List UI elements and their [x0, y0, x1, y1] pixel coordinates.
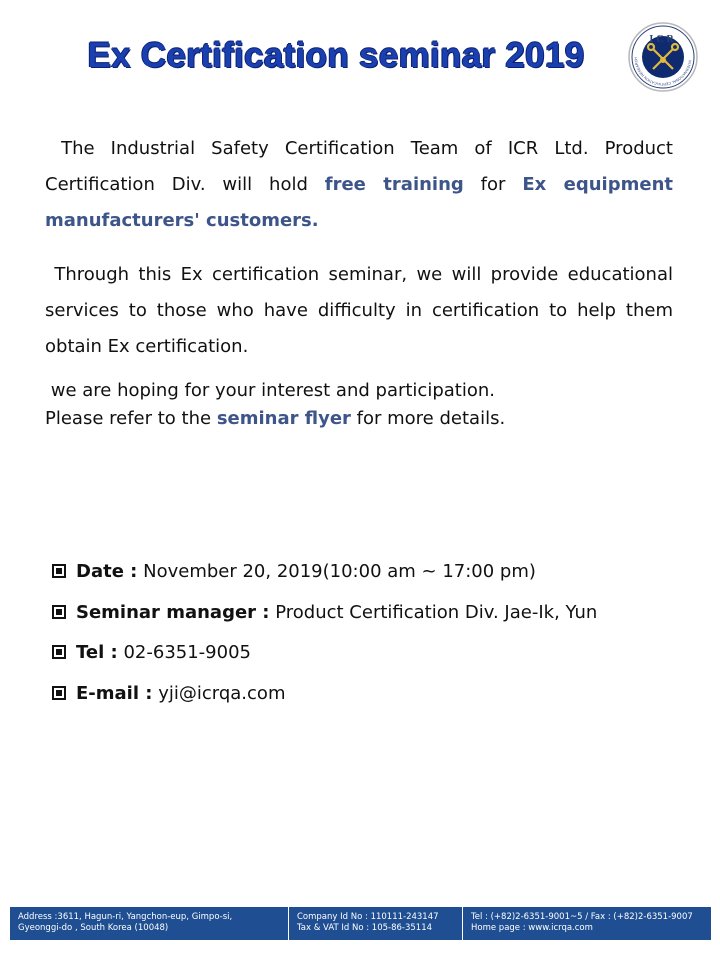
intro-paragraph: The Industrial Safety Certification Team of ICR Ltd. Product Certification Div. will hold free training for Ex equipment manufacturers' customers. — [45, 138, 673, 231]
info-manager: Seminar manager : Product Certification Div. Jae-Ik, Yun — [52, 600, 692, 626]
logo-text: ICR — [649, 34, 677, 45]
info-tel: Tel : 02-6351-9005 — [52, 640, 692, 666]
footer-bar — [10, 907, 711, 940]
square-bullet-icon — [52, 645, 66, 659]
page-title: Ex Certification seminar 2019 — [87, 36, 585, 75]
participation-paragraph: we are hoping for your interest and participation. Please refer to the seminar flyer for more details. — [45, 380, 506, 429]
info-email: E-mail : yji@icrqa.com — [52, 681, 692, 707]
square-bullet-icon — [52, 564, 66, 578]
square-bullet-icon — [52, 605, 66, 619]
homepage-link[interactable]: Home page : www.icrqa.com — [471, 923, 593, 933]
audience-highlight: Ex equipment manufacturers' customers. — [45, 174, 673, 231]
footer-company-ids: Company Id No : 110111-243147 Tax & VAT Id No : 105-86-35114 — [288, 907, 462, 940]
footer-contact: Tel : (+82)2-6351-9001~5 / Fax : (+82)2-6351-9007 Home page : www.icrqa.com — [462, 907, 711, 940]
email-link[interactable]: yji@icrqa.com — [158, 683, 286, 704]
seminar-flyer-link[interactable]: seminar flyer — [216, 408, 351, 429]
logo-ring-text: INTERNATIONAL CERTIFICATION RESEARCH — [633, 56, 692, 87]
info-date: Date : November 20, 2019(10:00 am ~ 17:00 pm) — [52, 559, 692, 585]
seminar-paragraph: Through this Ex certification seminar, we will provide educational services to those who have difficulty in certification to help them obtain Ex certification. — [45, 264, 673, 357]
free-training-highlight: free training — [324, 174, 464, 195]
square-bullet-icon — [52, 686, 66, 700]
icr-seal-logo — [628, 22, 698, 92]
footer-address: Address :3611, Hagun-ri, Yangchon-eup, Gimpo-si, Gyeonggi-do , South Korea (10048) — [18, 912, 233, 933]
